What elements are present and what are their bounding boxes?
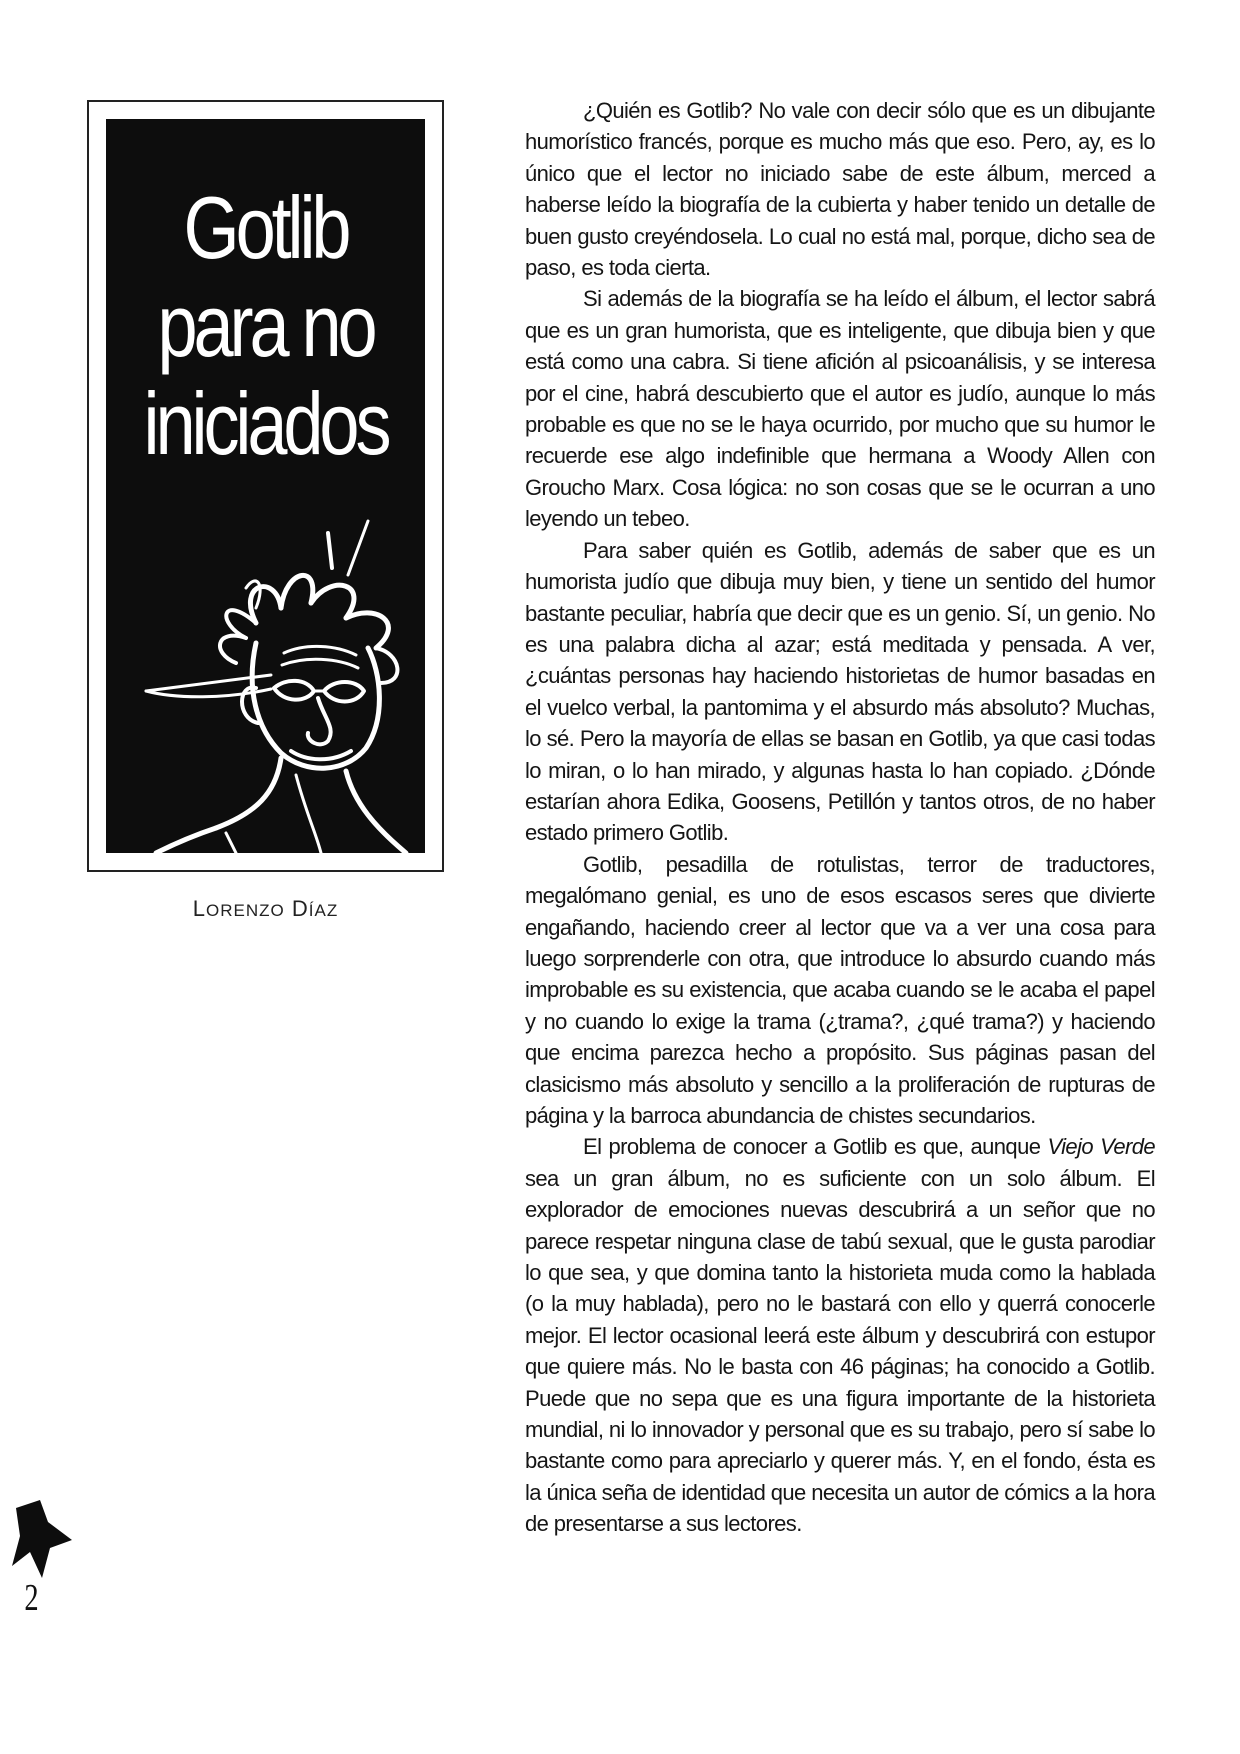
author-first-initial: L: [192, 896, 207, 921]
title-line-3: iniciados: [143, 374, 388, 473]
article-paragraph-3: Para saber quién es Gotlib, además de saber que es un humorista judío que dibuja muy bien, y tiene un sentido del humor bastante peculiar, habría que decir que es un genio. Sí, un genio. No es una palabra dicha al azar; está meditada y pensada. A ver, ¿cuántas personas hay haciendo historietas de humor basadas en el vuelco verbal, la pantomima y el absurdo más absoluto? Muchas, lo sé. Pero la mayoría de ellas se basan en Gotlib, ya que casi todas lo miran, o lo han mirado, y algunas hasta lo han copiado. ¿Dónde estarían ahora Edika, Goosens, Petillón y tantos otros, de no haber estado primero Gotlib.: [525, 537, 1155, 846]
author-byline: [87, 896, 444, 922]
paragraph-5-end: sea un gran álbum, no es suficiente con un solo álbum. El explorador de emociones nuevas descubrirá a un señor que no parece respetar ninguna clase de tabú sexual, que le gusta parodiar lo que sea, y que domina tanto la historieta muda como la hablada (o la muy hablada), pero no le bastará con ello y querrá conocerle mejor. El lector ocasional leerá este álbum y descubrirá con estupor que quiere más. No le basta con 46 páginas; ha conocido a Gotlib. Puede que no sepa que es una figura importante de la historieta mundial, ni lo innovador y personal que es su trabajo, pero sí sabe lo bastante como para apreciarlo y querer más. Y, en el fondo, ésta es la única seña de identidad que necesita un autor de cómics a la hora de presentarse a sus lectores.: [525, 1165, 1155, 1537]
title-panel: [87, 100, 444, 872]
page-number: 2: [24, 1577, 39, 1619]
arrow-mark-icon: [10, 1500, 74, 1596]
article-paragraph-4: Gotlib, pesadilla de rotulistas, terror de traductores, megalómano genial, es uno de esos escasos seres que divierte engañando, haciendo creer al lector que va a ver una cosa para luego sorprenderle con otra, que introduce lo absurdo cuando más improbable es su existencia, que acaba cuando se le acaba el papel y no cuando lo exige la trama (¿trama?, ¿qué trama?) y haciendo que encima parezca hecho a propósito. Sus páginas pasan del clasicismo más absoluto y sencillo a la proliferación de rupturas de página y la barroca abundancia de chistes secundarios.: [525, 851, 1155, 1128]
author-last-rest: ÍAZ: [308, 901, 339, 920]
title-heading: [135, 179, 397, 473]
album-title-italic: Viejo Verde: [1047, 1134, 1155, 1160]
article-body: [525, 95, 1155, 1540]
caricature-illustration: [106, 513, 425, 853]
article-paragraph-5: [525, 1131, 1155, 1539]
title-line-2: para no: [157, 276, 374, 375]
paragraph-5-start: El problema de conocer a Gotlib es que, aunque: [583, 1134, 1048, 1160]
author-first-rest: ORENZO: [206, 901, 285, 920]
title-line-1: Gotlib: [183, 178, 348, 277]
article-paragraph-1: ¿Quién es Gotlib? No vale con decir sólo que es un dibujante humorístico francés, porque es mucho más que eso. Pero, ay, es lo único que el lector no iniciado sabe de este álbum, merced a haberse leído la biografía de la cubierta y haber tenido un detalle de buen gusto creyéndosela. Lo cual no está mal, porque, dicho sea de paso, es toda cierta.: [525, 98, 1155, 281]
author-last-initial: D: [291, 896, 309, 921]
article-paragraph-2: Si además de la biografía se ha leído el álbum, el lector sabrá que es un gran humorista, que es inteligente, que dibuja bien y que está como una cabra. Si tiene afición al psicoanálisis, y se interesa por el cine, habrá descubierto que el autor es judío, aunque lo más probable es que no se le haya ocurrido, por mucho que su humor le recuerde ese algo indefinible que hermana a Woody Allen con Groucho Marx. Cosa lógica: no son cosas que se le ocurran a uno leyendo un tebeo.: [525, 286, 1155, 532]
title-panel-inner: [106, 119, 425, 853]
